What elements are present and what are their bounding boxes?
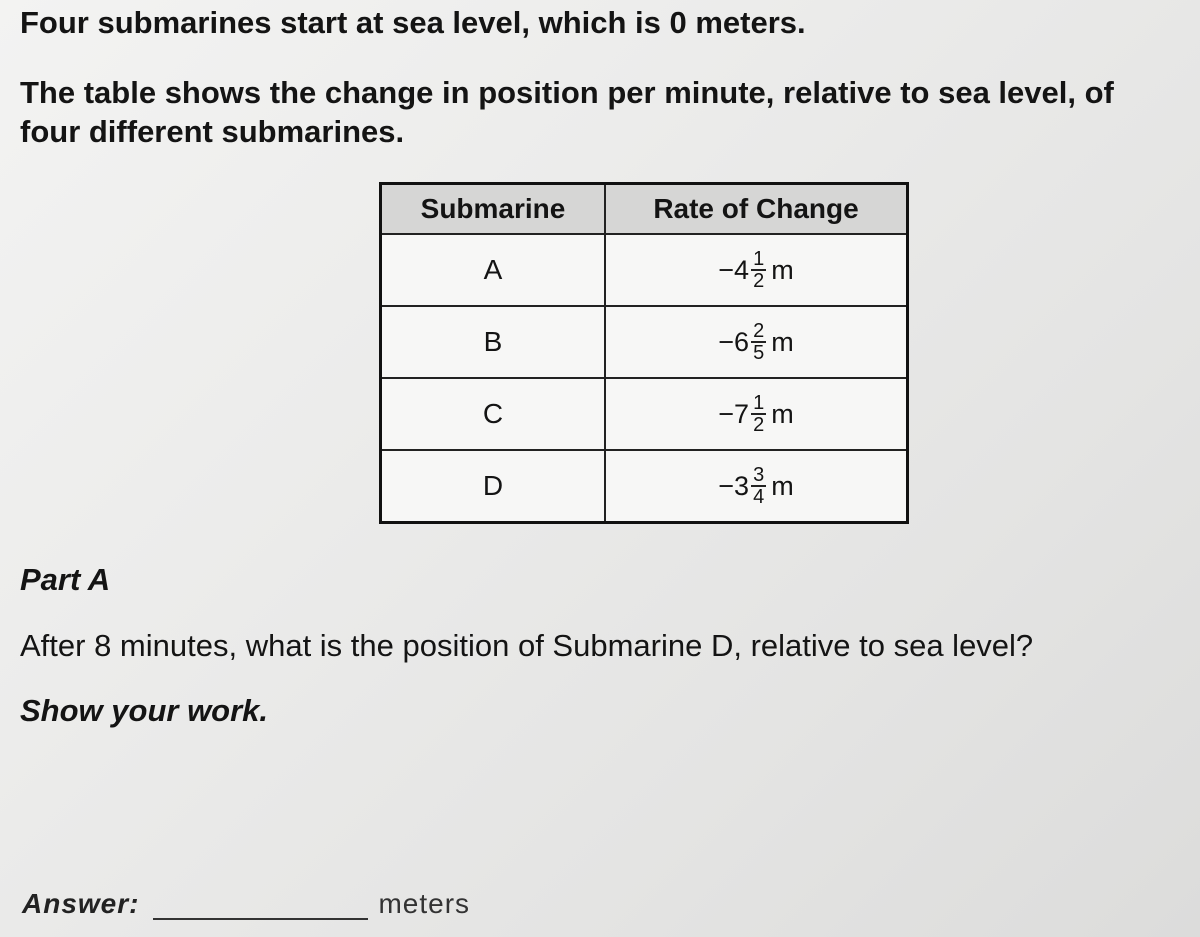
- rate-unit: m: [771, 398, 794, 429]
- intro-sentence: Four submarines start at sea level, which is 0 meters.: [20, 5, 806, 40]
- fraction-denominator: 2: [753, 414, 765, 436]
- fraction-numerator: 3: [753, 464, 765, 486]
- fraction-denominator: 2: [753, 270, 765, 292]
- fraction-denominator: 4: [753, 486, 765, 508]
- fraction-numerator: 1: [753, 392, 765, 414]
- show-work-instruction: Show your work.: [20, 693, 269, 728]
- answer-blank[interactable]: [153, 892, 368, 920]
- rate-whole: −7: [718, 398, 750, 429]
- rate-fraction: [751, 393, 766, 435]
- rate-whole: −6: [718, 326, 750, 357]
- rate-unit: m: [771, 470, 794, 501]
- table-header-row: [381, 184, 908, 235]
- answer-label: Answer:: [22, 888, 140, 919]
- answer-row: [22, 888, 470, 920]
- intro-description: The table shows the change in position per minute, relative to sea level, of four different submarines.: [20, 75, 1114, 149]
- rate-fraction: [751, 465, 766, 507]
- answer-unit: meters: [378, 888, 471, 919]
- fraction-numerator: 1: [753, 248, 765, 270]
- column-header-rate: Rate of Change: [605, 184, 908, 235]
- fraction-numerator: 2: [753, 320, 765, 342]
- submarine-rate-table: [379, 182, 909, 524]
- submarine-cell: C: [381, 378, 606, 450]
- column-header-submarine: Submarine: [381, 184, 606, 235]
- fraction-denominator: 5: [753, 342, 765, 364]
- submarine-cell: B: [381, 306, 606, 378]
- table-row: [381, 306, 908, 378]
- part-a-question: After 8 minutes, what is the position of Submarine D, relative to sea level?: [20, 628, 1034, 663]
- rate-fraction: [751, 249, 766, 291]
- submarine-cell: A: [381, 234, 606, 306]
- rate-unit: m: [771, 326, 794, 357]
- part-a-heading: Part A: [20, 562, 111, 597]
- rate-unit: m: [771, 254, 794, 285]
- table-row: [381, 450, 908, 523]
- rate-whole: −3: [718, 470, 750, 501]
- rate-cell: [605, 306, 908, 378]
- rate-fraction: [751, 321, 766, 363]
- rate-cell: [605, 450, 908, 523]
- table-row: [381, 234, 908, 306]
- rate-cell: [605, 234, 908, 306]
- rate-whole: −4: [718, 254, 750, 285]
- submarine-cell: D: [381, 450, 606, 523]
- table-row: [381, 378, 908, 450]
- rate-cell: [605, 378, 908, 450]
